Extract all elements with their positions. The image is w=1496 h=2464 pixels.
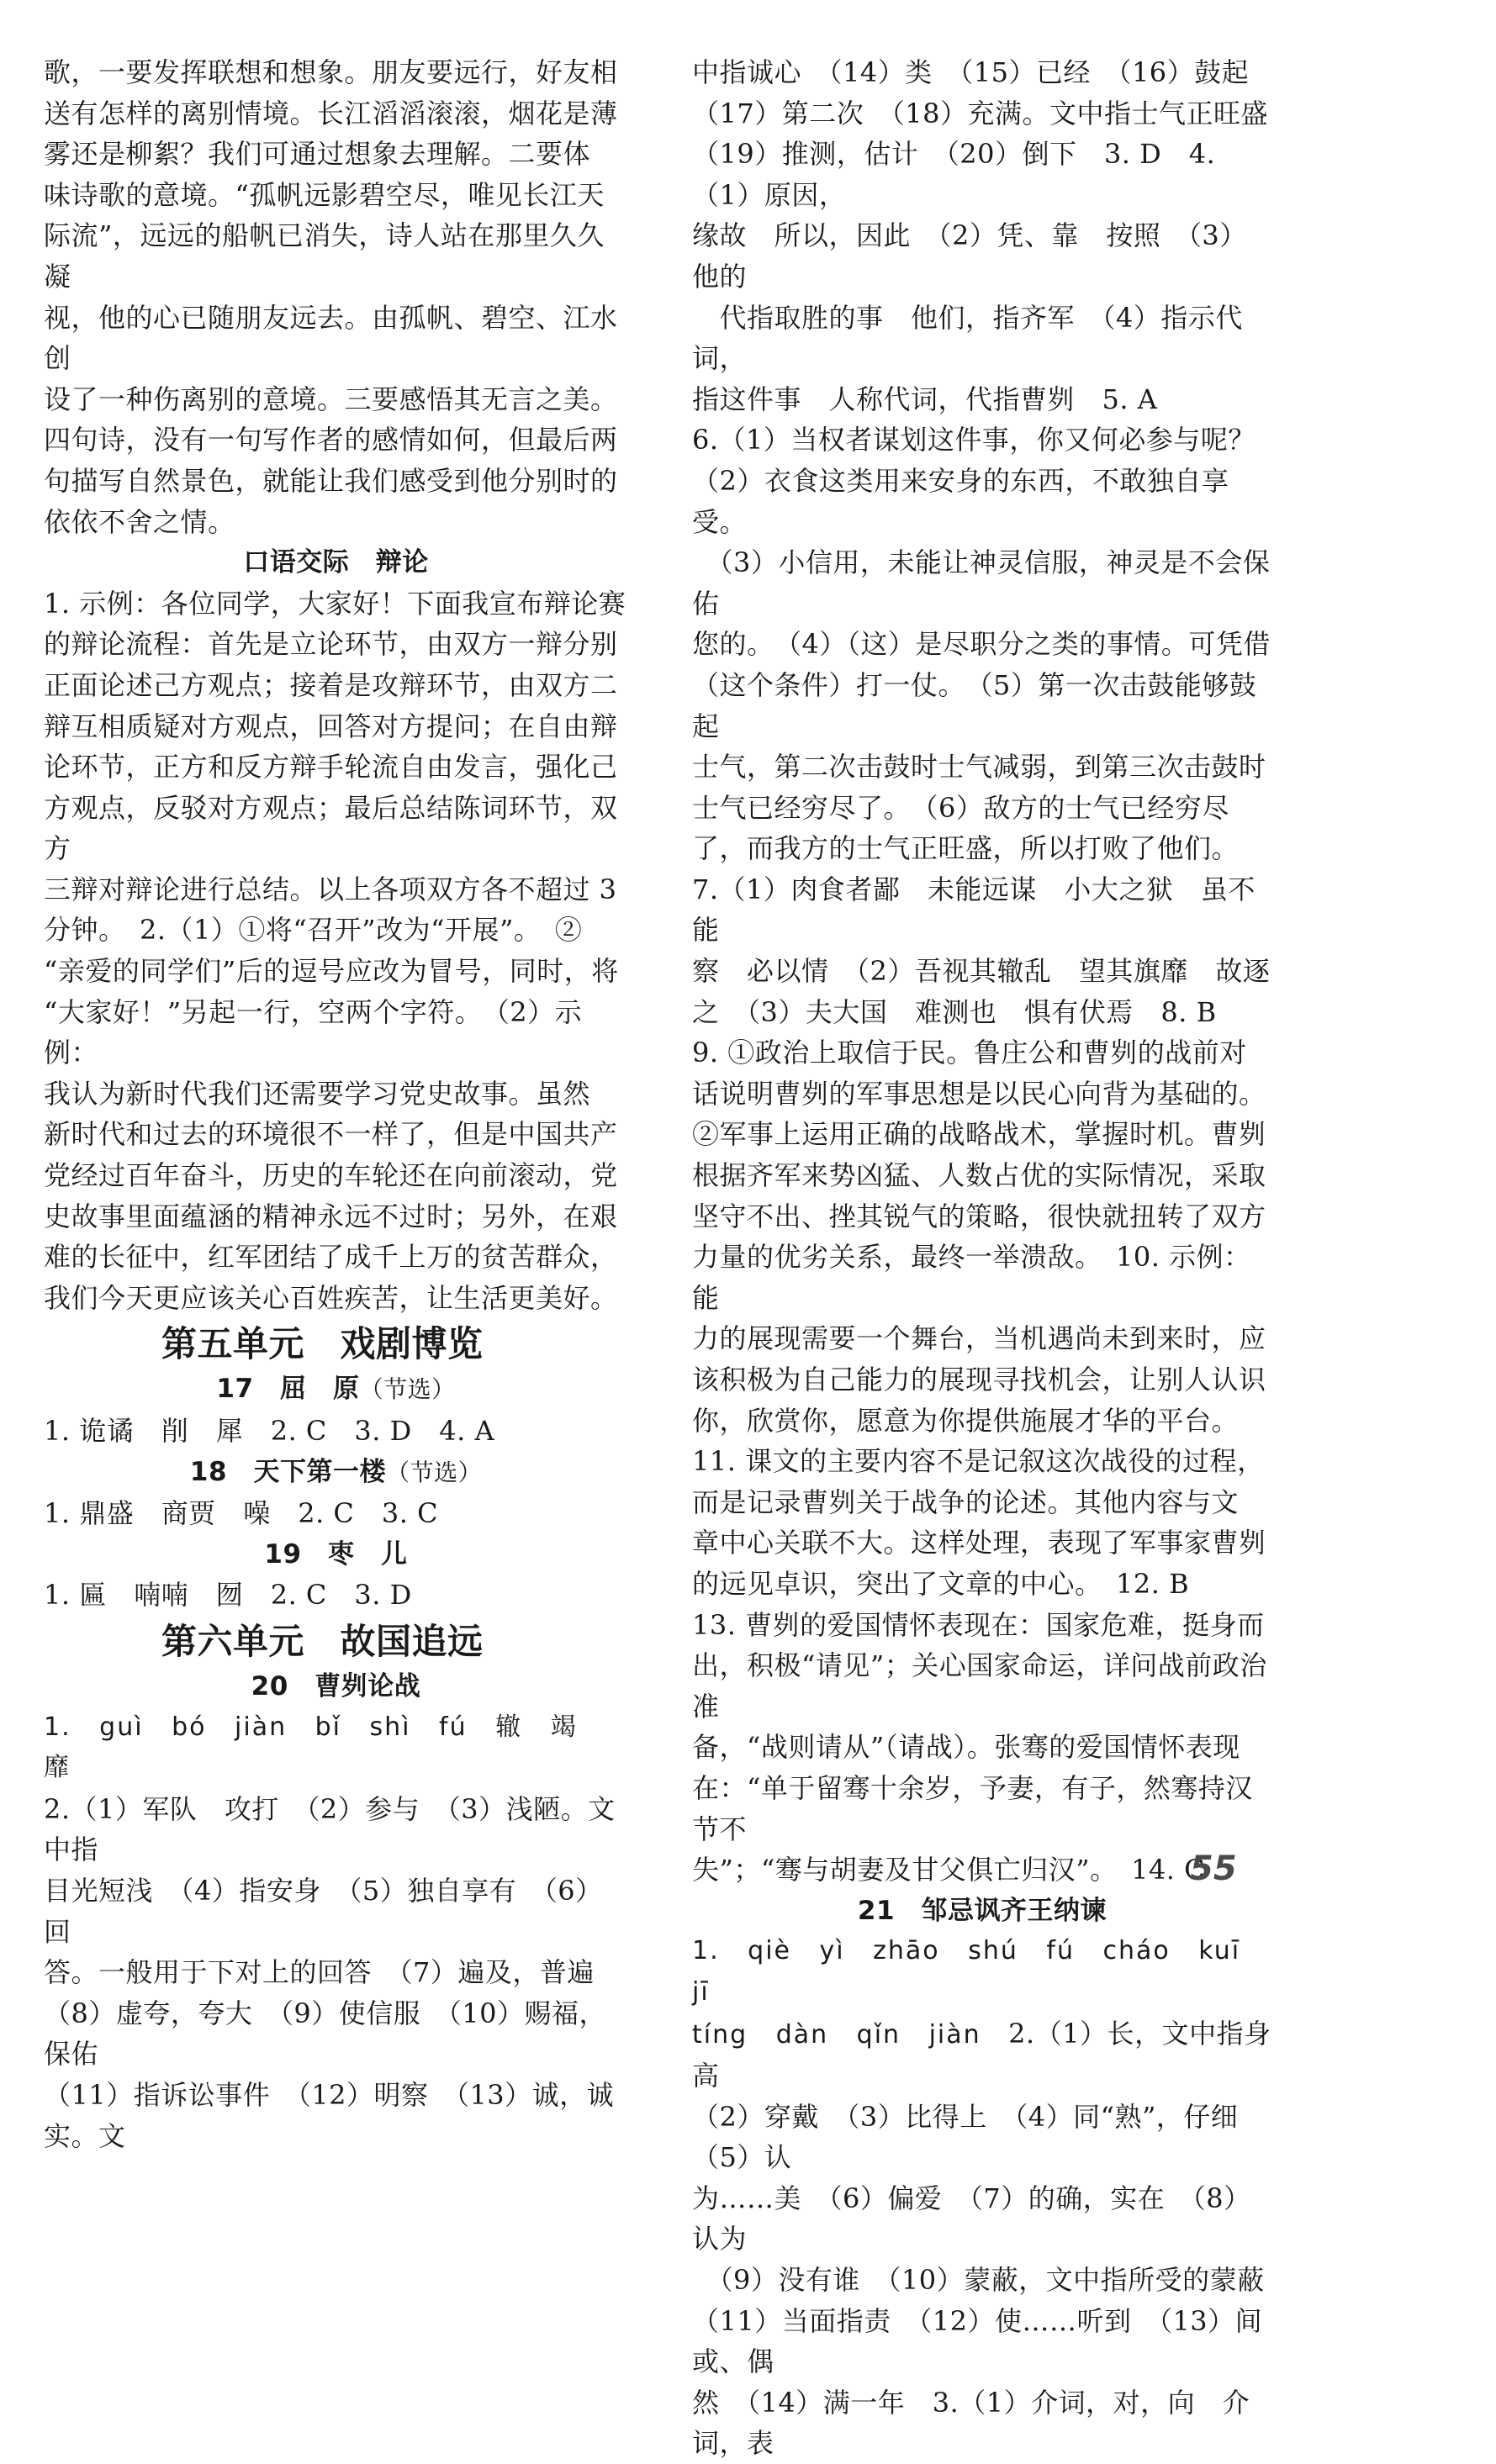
unit-heading-6: 第六单元 故国追远: [161, 1620, 484, 1662]
text-line: 了，而我方的士气正旺盛，所以打败了他们。: [692, 832, 1240, 865]
lesson-18-subtitle: （节选）: [386, 1458, 483, 1486]
text-line: 士气已经穷尽了。 （6）敌方的士气已经穷尽: [692, 791, 1229, 824]
text-line: （3）小信用，未能让神灵信服，神灵是不会保佑: [692, 546, 1271, 620]
lesson-18-title-text: 18 天下第一楼: [189, 1456, 387, 1487]
lesson-17-title-text: 17 屈 原: [216, 1374, 360, 1405]
unit-heading-5: 第五单元 戏剧博览: [161, 1323, 484, 1365]
text-line: 根据齐军来势凶猛、人数占优的实际情况，采取: [692, 1159, 1266, 1192]
text-line: 该积极为自己能力的展现寻找机会，让别人认识: [692, 1364, 1266, 1396]
text-line: 坚守不出、挫其锐气的策略，很快就扭转了双方: [692, 1200, 1266, 1232]
text-line: 新时代和过去的环境很不一样了，但是中国共产: [44, 1118, 618, 1151]
text-line: 党经过百年奋斗，历史的车轮还在向前滚动，党: [44, 1159, 618, 1192]
text-line: 四句诗，没有一句写作者的感情如何，但最后两: [44, 424, 618, 456]
text-line: 难的长征中，红军团结了成千上万的贫苦群众，: [44, 1241, 618, 1274]
text-line: 士气，第二次击鼓时士气减弱，到第三次击鼓时: [692, 751, 1266, 784]
text-line: （11）指诉讼事件 （12）明察 （13）诚，诚实。文: [44, 2078, 615, 2152]
lesson-17-title: [44, 1369, 628, 1411]
right-para-1: [692, 52, 1272, 1891]
text-line: 我认为新时代我们还需要学习党史故事。虽然: [44, 1077, 591, 1110]
text-line: 史故事里面蕴涵的精神永远不过时；另外，在艰: [44, 1200, 618, 1232]
text-line: 7.（1）肉食者鄙 未能远谋 小大之狱 虽不能: [692, 873, 1255, 947]
text-line: 13. 曹刿的爱国情怀表现在：国家危难，挺身而: [692, 1608, 1265, 1641]
lesson-21-q2-start: 2.（1）长，文中指身高: [692, 2017, 1271, 2092]
text-line: 出，积极“请见”；关心国家命运，详问战前政治准: [692, 1649, 1267, 1723]
text-line: 话说明曹刿的军事思想是以民心向背为基础的。: [692, 1077, 1266, 1110]
text-line: 章中心关联不大。这样处理，表现了军事家曹刿: [692, 1527, 1266, 1559]
text-line: “大家好！”另起一行，空两个字符。 （2）示例：: [44, 995, 583, 1069]
text-line: 论环节，正方和反方辩手轮流自由发言，强化己: [44, 751, 618, 784]
text-line: 指这件事 人称代词，代指曹刿 5. A: [692, 383, 1158, 415]
text-line: 雾还是柳絮？我们可通过想象去理解。二要体: [44, 138, 591, 171]
text-line: 中指诚心 （14）类 （15）已经 （16）鼓起: [692, 56, 1250, 88]
left-para-3: [44, 1789, 628, 2156]
text-line: 际流”，远远的船帆已消失，诗人站在那里久久凝: [44, 219, 605, 293]
lesson-17-answers: 1. 诡谲 削 犀 2. C 3. D 4. A: [44, 1415, 495, 1447]
lesson-21-title: 21 邹忌讽齐王纳谏: [857, 1895, 1107, 1926]
lesson-21-pinyin-line-2-text: tíng dàn qǐn jiàn: [692, 2019, 981, 2050]
text-line: 三辩对辩论进行总结。以上各项双方各不超过 3: [44, 873, 617, 905]
text-line: （17）第二次 （18）充满。文中指士气正旺盛: [692, 97, 1268, 129]
text-line: （19）推测，估计 （20）倒下 3. D 4.（1）原因，: [692, 138, 1216, 211]
text-line: 方观点，反驳对方观点；最后总结陈词环节，双方: [44, 791, 618, 865]
text-line: 之 （3）夫大国 难测也 惧有伏焉 8. B: [692, 995, 1217, 1028]
text-line: 依依不舍之情。: [44, 505, 235, 538]
text-line: 歌，一要发挥联想和想象。朋友要远行，好友相: [44, 56, 618, 88]
section-heading-kouyu: 口语交际 辩论: [243, 547, 429, 578]
text-line: 我们今天更应该关心百姓疾苦，让生活更美好。: [44, 1281, 618, 1314]
text-line: （8）虚夸，夸大 （9）使信服 （10）赐福，保佑: [44, 1997, 606, 2071]
text-line: ②军事上运用正确的战略战术，掌握时机。曹刿: [692, 1118, 1266, 1151]
right-para-2: [692, 2097, 1272, 2464]
text-line: 11. 课文的主要内容不是记叙这次战役的过程，: [692, 1445, 1265, 1478]
text-line: 目光短浅 （4）指安身 （5）独自享有 （6）回: [44, 1874, 603, 1948]
text-line: 代指取胜的事 他们，指齐军 （4）指示代词，: [692, 301, 1243, 375]
text-line: 缘故 所以，因此 （2）凭、靠 按照 （3）他的: [692, 219, 1247, 293]
text-line: 1. 示例：各位同学，大家好！下面我宣布辩论赛: [44, 587, 626, 620]
text-line: （9）没有谁 （10）蒙蔽，文中指所受的蒙蔽: [692, 2264, 1265, 2297]
text-line: 你，欣赏你，愿意为你提供施展才华的平台。: [692, 1404, 1240, 1437]
text-line: 设了一种伤离别的意境。三要感悟其无言之美。: [44, 383, 618, 415]
text-line: 而是记录曹刿关于战争的论述。其他内容与文: [692, 1485, 1240, 1518]
text-line: 句描写自然景色，就能让我们感受到他分别时的: [44, 464, 618, 497]
text-line: （这个条件）打一仗。 （5）第一次击鼓能够鼓起: [692, 668, 1257, 742]
text-line: “亲爱的同学们”后的逗号应改为冒号，同时，将: [44, 955, 619, 988]
text-line: 送有怎样的离别情境。长江滔滔滚滚，烟花是薄: [44, 97, 618, 129]
left-para-1: [44, 52, 628, 542]
text-line: 在：“单于留骞十余岁，予妻，有子，然骞持汉节不: [692, 1771, 1253, 1845]
lesson-20-title: 20 曹刿论战: [251, 1670, 421, 1702]
text-line: 力的展现需要一个舞台，当机遇尚未到来时，应: [692, 1322, 1266, 1355]
text-line: 6.（1）当权者谋划这件事，你又何必参与呢？: [692, 424, 1255, 456]
text-line: （11）当面指责 （12）使……听到 （13）间或、偶: [692, 2304, 1263, 2378]
text-line: 察 必以情 （2）吾视其辙乱 望其旗靡 故逐: [692, 955, 1271, 988]
right-column: [692, 52, 1272, 2464]
text-line: 9. ①政治上取信于民。鲁庄公和曹刿的战前对: [692, 1037, 1247, 1069]
lesson-21-pinyin-line-1: 1. qiè yì zhāo shú fú cháo kuī jī: [692, 1936, 1241, 2007]
left-column: [44, 52, 628, 2156]
left-para-2: [44, 583, 628, 1319]
text-line: 辩互相质疑对方观点，回答对方提问；在自由辩: [44, 710, 618, 742]
lesson-17-subtitle: （节选）: [359, 1375, 456, 1404]
text-line: 您的。 （4）（这）是尽职分之类的事情。可凭借: [692, 628, 1271, 661]
text-line: （2）穿戴 （3）比得上 （4）同“熟”，仔细 （5）认: [692, 2100, 1266, 2174]
lesson-19-title: 19 枣 儿: [264, 1538, 408, 1570]
text-line: 失”；“骞与胡妻及甘父俱亡归汉”。 14. C: [692, 1854, 1206, 1886]
text-line: 为……美 （6）偏爱 （7）的确，实在 （8）认为: [692, 2182, 1251, 2256]
text-line: 备，“战则请从”（请战）。张骞的爱国情怀表现: [692, 1731, 1240, 1764]
lesson-19-answers: 1. 匾 喃喃 囫 2. C 3. D: [44, 1579, 412, 1612]
text-line: 分钟。 2.（1）①将“召开”改为“开展”。 ②: [44, 914, 583, 947]
text-line: 然 （14）满一年 3.（1）介词，对，向 介词，表: [692, 2386, 1250, 2460]
lesson-18-answers: 1. 鼎盛 商贾 噪 2. C 3. C: [44, 1497, 439, 1530]
text-line: 力量的优劣关系，最终一举溃敌。 10. 示例：能: [692, 1241, 1251, 1314]
text-line: 2.（1）军队 攻打 （2）参与 （3）浅陋。文中指: [44, 1792, 616, 1866]
lesson-18-title: [44, 1452, 628, 1494]
lesson-21-pinyin-line-2: [692, 2013, 1272, 2097]
text-line: 视，他的心已随朋友远去。由孤帆、碧空、江水创: [44, 301, 618, 375]
text-line: 味诗歌的意境。“孤帆远影碧空尽，唯见长江天: [44, 178, 605, 211]
text-line: 的远见卓识，突出了文章的中心。 12. B: [692, 1567, 1190, 1600]
text-line: 答。一般用于下对上的回答 （7）遍及，普遍: [44, 1956, 595, 1989]
lesson-20-pinyin-answers: 1. guì bó jiàn bǐ shì fú 辙 竭 靡: [44, 1712, 578, 1783]
text-line: 正面论述己方观点；接着是攻辩环节，由双方二: [44, 668, 618, 701]
text-line: （2）衣食这类用来安身的东西，不敢独自享受。: [692, 464, 1229, 538]
text-line: 的辩论流程：首先是立论环节，由双方一辩分别: [44, 628, 618, 661]
page-number: 55: [1190, 1849, 1237, 1888]
